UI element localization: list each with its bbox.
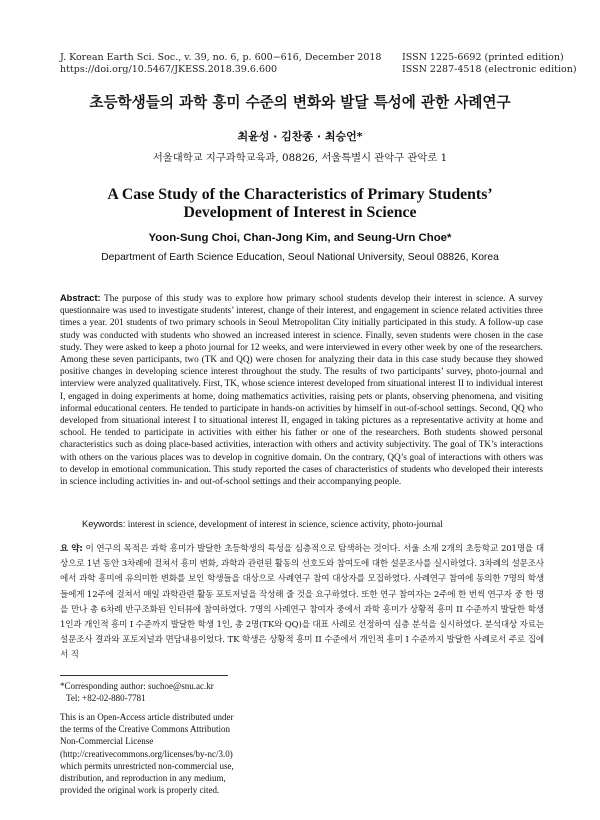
english-affiliation: Department of Earth Science Education, Seoul National University, Seoul 08826, Korea xyxy=(101,252,499,263)
license-notice: This is an Open-Access article distributed under the terms of the Creative Commons Attribution Non-Commercial License (http://creativecommons.org/licenses/by-nc/3.0) which permits unrestricted non-commercial use, distribution, and reproduction in any medium, provided the original work is properly cited. xyxy=(60,712,234,796)
english-title-line2: Development of Interest in Science xyxy=(183,204,417,221)
korean-authors: 최윤성 · 김찬종 · 최승언* xyxy=(237,130,363,143)
journal-citation xyxy=(60,52,381,76)
footnote-divider xyxy=(60,675,228,676)
korean-affiliation: 서울대학교 지구과학교육과, 08826, 서울특별시 관악구 관악로 1 xyxy=(152,152,448,164)
issn-print: ISSN 1225-6692 (printed edition) xyxy=(402,52,564,63)
english-title-line1: A Case Study of the Characteristics of Primary Students’ xyxy=(107,186,493,203)
keywords-label: Keywords: xyxy=(82,519,126,529)
english-title xyxy=(0,186,600,222)
journal-line: J. Korean Earth Sci. Soc., v. 39, no. 6, p. 600−616, December 2018 xyxy=(60,52,382,63)
korean-abstract-label: 요 약: xyxy=(60,544,83,554)
footnote xyxy=(60,680,214,704)
keywords xyxy=(82,519,544,530)
telephone: Tel: +82-02-880-7781 xyxy=(66,693,146,703)
korean-abstract-text: 이 연구의 목적은 과학 흥미가 발달한 초등학생의 특성을 심층적으로 탐색하는 것이다. 서울 소재 2개의 초등학교 201명을 대상으로 1년 동안 3차례에 걸쳐서 흥미 변화, 과학과 관련된 활동의 선호도와 참여도에 대한 설문조사를 실시하였다. 3차례의 설문조사에서 과학 흥미에 유의미한 변화를 보인 학생들을 대상으로 사례연구 참여 대상자를 모집하였다. 사례연구 참여에 동의한 7명의 학생들에게 12주에 걸쳐서 매일 과학관련 활동 포토저널을 작성해 줄 것을 요구하였다. 또한 연구 참여자는 2주에 한 번씩 연구자 중 한 명을 만나 총 6차례 반구조화된 인터뷰에 참여하였다. 7명의 사례연구 참여자 중에서 과학 흥미가 상황적 흥미 II 수준까지 발달한 학생 1인과 개인적 흥미 I 수준까지 발달한 학생 1인, 총 2명(TK와 QQ)을 대표 사례로 선정하여 심층 분석을 실시하였다. 분석대상 자료는 설문조사 결과와 포토저널과 면담내용이었다. TK 학생은 상황적 흥미 II 수준에서 개인적 흥미 I 수준까지 발달한 사례로서 주로 집에서 직 xyxy=(60,544,544,661)
abstract xyxy=(60,292,543,488)
abstract-text: The purpose of this study was to explore how primary school students develop their interest in science. A survey questionnaire was used to investigate students’ interest, change of their interest, and engagement in science related activities three times a year. 201 students of two primary schools in Seoul Metropolitan City initially participated in this study. A follow-up case study was conducted with students who showed an increased interest in science. Finally, seven students were chosen in the case study. They were asked to keep a photo journal for 12 weeks, and were interviewed in every other week by one of the researchers. Among these seven participants, two (TK and QQ) were chosen for analyzing their data in this case study because they showed positive changes in developing science interest throughout the study. The results of two participants’ survey, photo-journal and interview were analyzed qualitatively. First, TK, whose science interest developed from situational interest II to individual interest I, engaged in doing experiments at home, doing mathematics activities, raising pets or plants, observing phenomena, and visiting informal educational centers. He tended to participate in hands-on activities by himself in out-of-school settings. Second, QQ who developed from situational interest I to situational interest II, engaged in taking pictures as a representative activity at home and school. He tended to participate in activities with either his father or one of the researchers. Both students showed personal characteristics such as doing place-based activities, interaction with others and activity subjectivity. The goal of TK’s interactions with others on the various places was to develop in cognitive domain. On the contrary, QQ’s goal of interactions with others was to develop in emotional communication. This study reported the cases of characteristics of students who developed their interests in science including activities in- and out-of-school settings and their accompanying people. xyxy=(60,294,543,488)
korean-title: 초등학생들의 과학 흥미 수준의 변화와 발달 특성에 관한 사례연구 xyxy=(89,94,511,111)
keywords-text: interest in science, development of interest in science, science activity, photo-journal xyxy=(127,520,443,530)
issn-electronic: ISSN 2287-4518 (electronic edition) xyxy=(402,64,577,75)
corresponding-author: *Corresponding author: suchoe@snu.ac.kr xyxy=(60,681,214,691)
doi-link[interactable]: https://doi.org/10.5467/JKESS.2018.39.6.600 xyxy=(60,64,278,75)
issn-block xyxy=(402,52,577,76)
abstract-label: Abstract: xyxy=(60,293,101,303)
english-authors: Yoon-Sung Choi, Chan-Jong Kim, and Seung-Urn Choe* xyxy=(148,232,452,244)
korean-abstract xyxy=(60,542,544,664)
